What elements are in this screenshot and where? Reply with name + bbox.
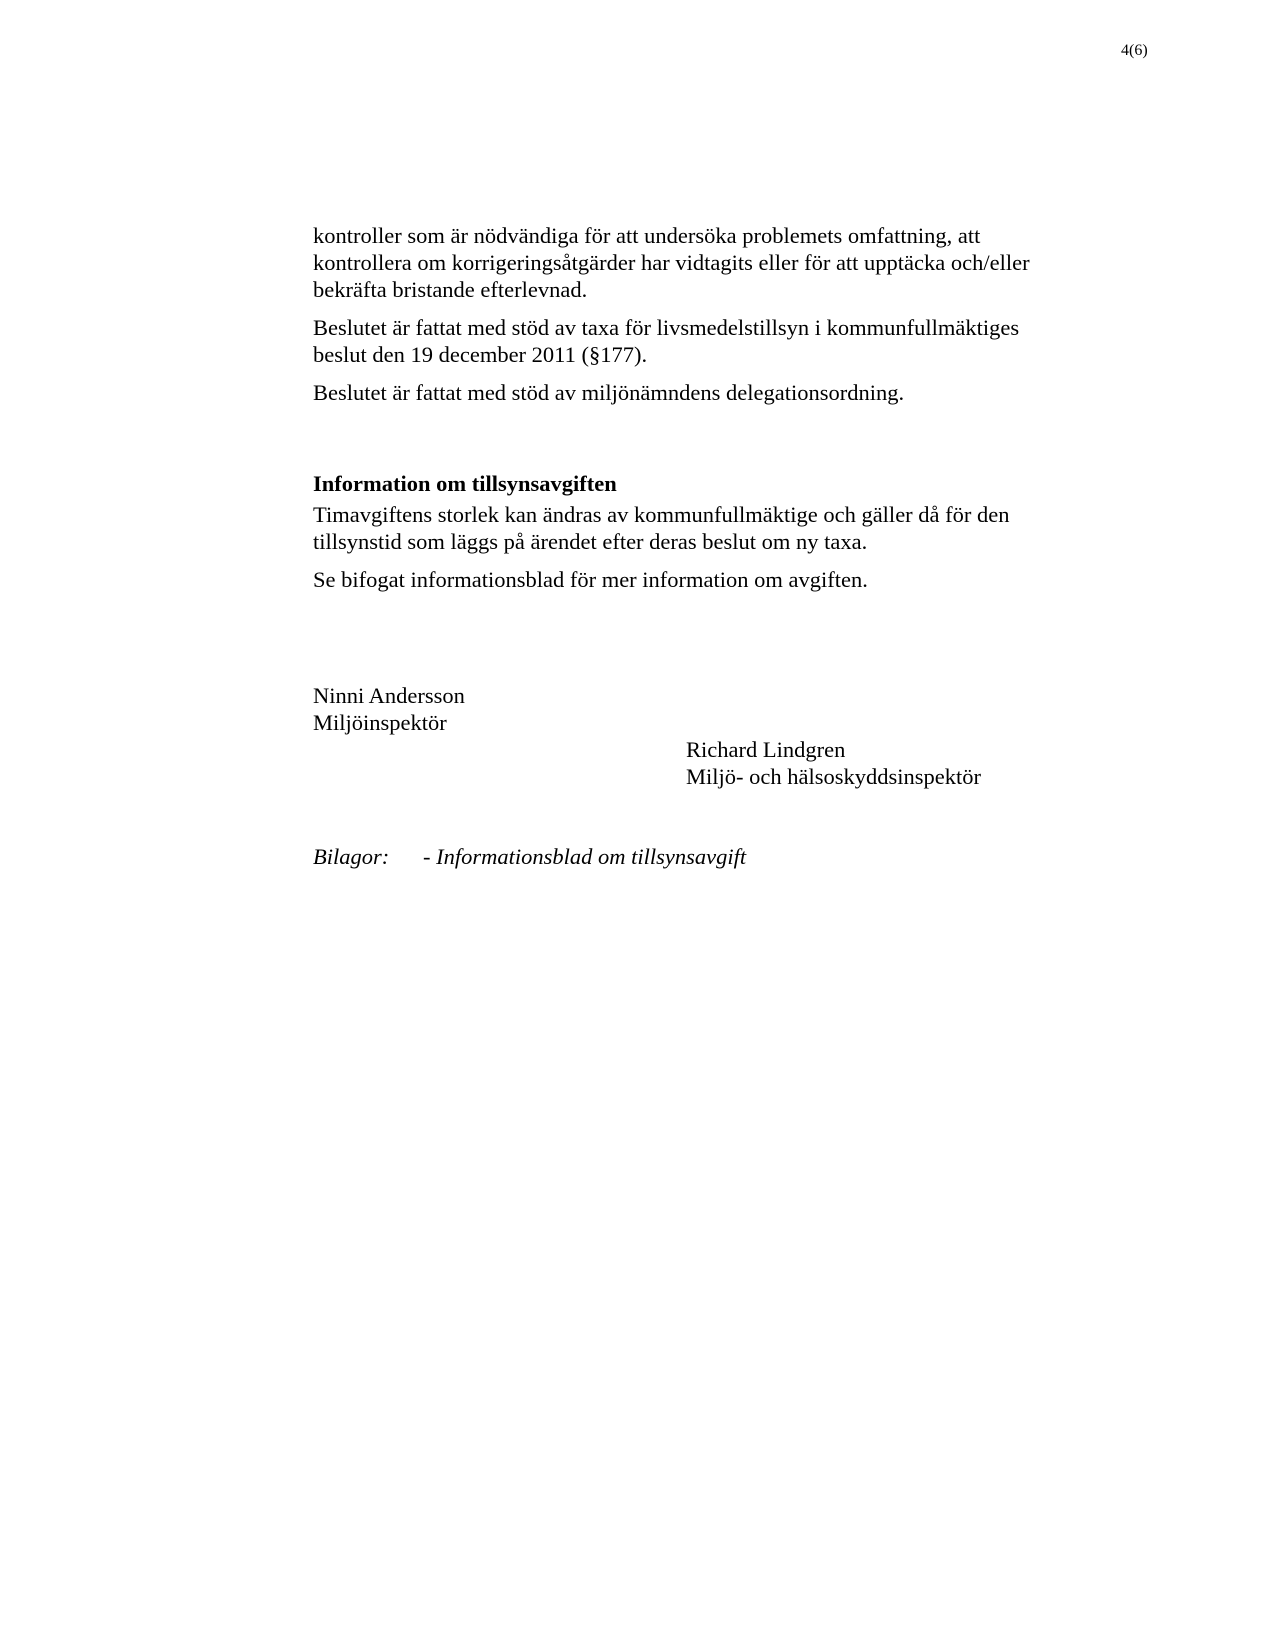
signer-title: Miljöinspektör — [313, 710, 447, 735]
text-line: kontroller som är nödvändiga för att undersöka problemets omfattning, att — [313, 223, 981, 248]
attachments — [313, 843, 746, 870]
text-line: Beslutet är fattat med stöd av taxa för livsmedelstillsyn i kommunfullmäktiges — [313, 315, 1020, 340]
text-line: Timavgiftens storlek kan ändras av kommunfullmäktige och gäller då för den — [313, 502, 1010, 527]
signer-name: Ninni Andersson — [313, 683, 465, 708]
paragraph-inspection-controls — [313, 222, 1093, 303]
text-line: beslut den 19 december 2011 (§177). — [313, 342, 648, 367]
paragraph-decision-basis — [313, 314, 1093, 368]
signature-right — [686, 736, 981, 790]
signer-title: Miljö- och hälsoskyddsinspektör — [686, 764, 981, 789]
fee-info-heading: Information om tillsynsavgiften — [313, 471, 617, 496]
text-line: tillsynstid som läggs på ärendet efter deras beslut om ny taxa. — [313, 529, 868, 554]
paragraph-see-attachment — [313, 566, 1093, 593]
text-line: kontrollera om korrigeringsåtgärder har vidtagits eller för att upptäcka och/eller — [313, 250, 1030, 275]
signature-left — [313, 682, 465, 736]
paragraph-hourly-fee — [313, 501, 1093, 555]
text-line: Beslutet är fattat med stöd av miljönämndens delegationsordning. — [313, 380, 905, 405]
page-number: 4(6) — [1121, 42, 1148, 59]
attachment-item: - Informationsblad om tillsynsavgift — [423, 844, 747, 869]
text-line: bekräfta bristande efterlevnad. — [313, 277, 588, 302]
text-line: Se bifogat informationsblad för mer information om avgiften. — [313, 567, 868, 592]
attachments-label: Bilagor: — [313, 844, 390, 869]
fee-info-text — [313, 501, 1093, 604]
paragraph-delegation — [313, 379, 1093, 406]
signer-name: Richard Lindgren — [686, 737, 846, 762]
body-text — [313, 222, 1093, 417]
